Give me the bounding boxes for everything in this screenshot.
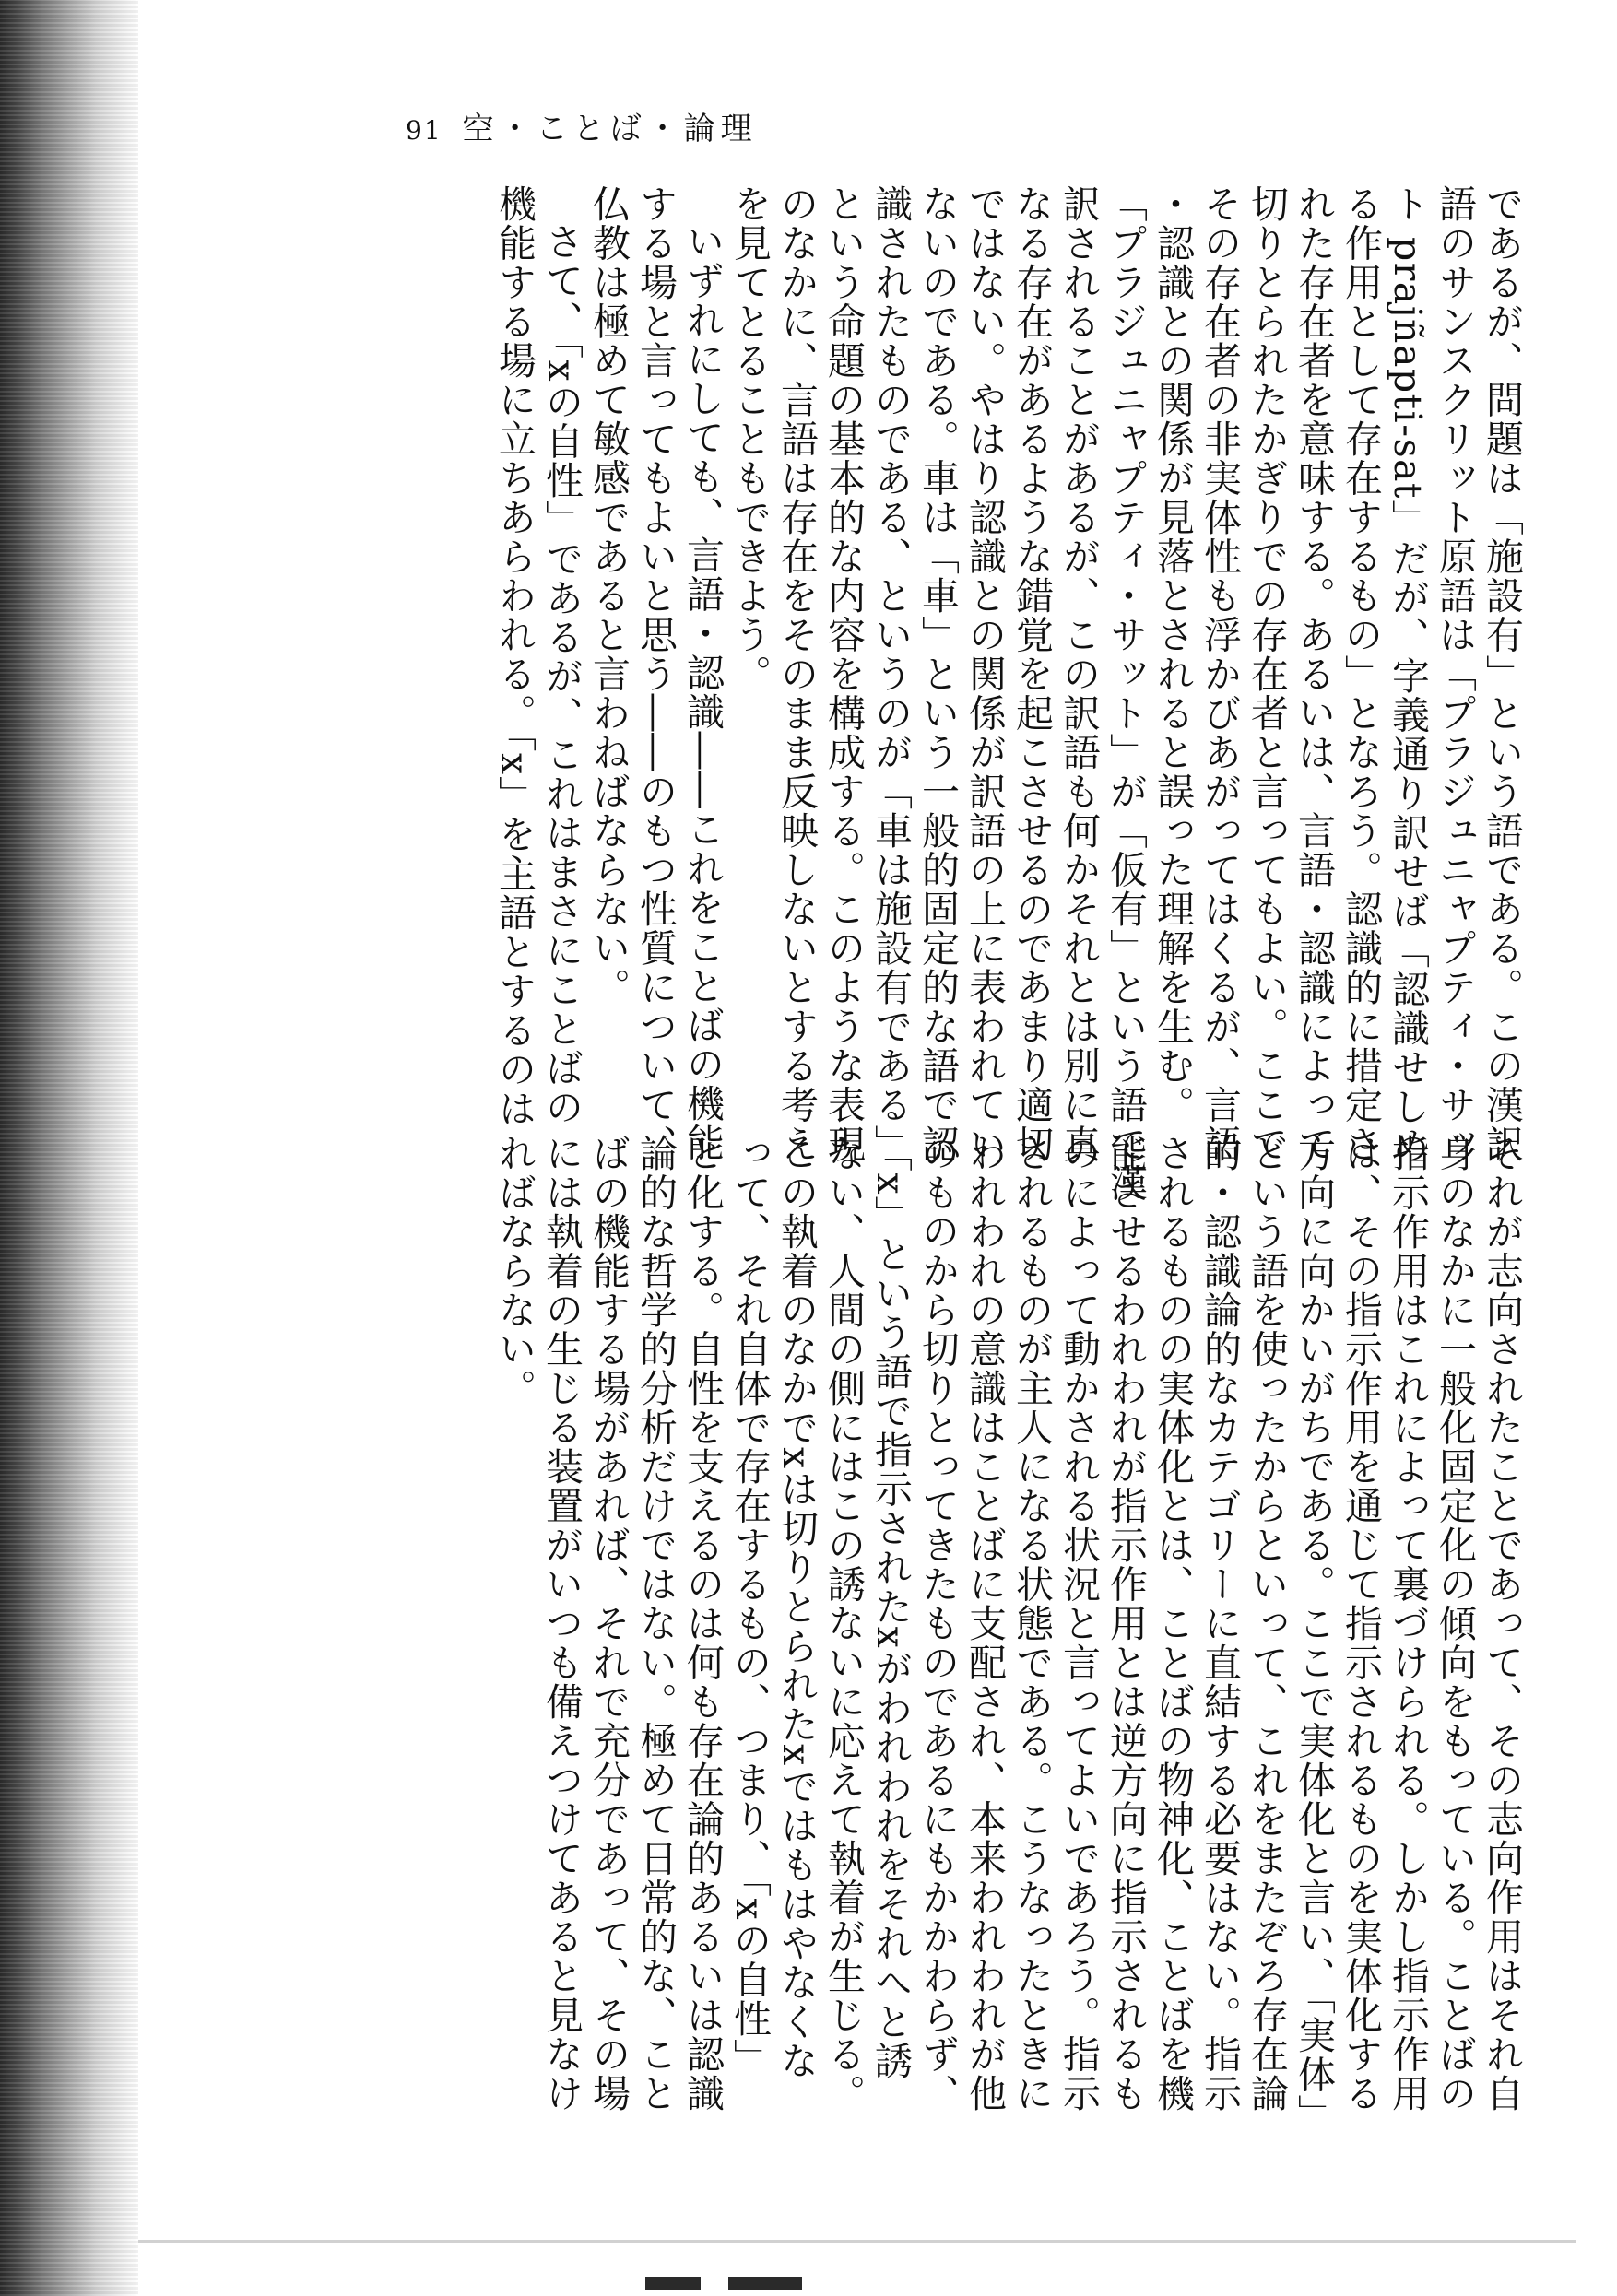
text-column: のなかに、言語は存在をそのまま反映しないとする考え [774,184,819,1164]
text-column: 識されたものである、というのが「車は施設有である」 [868,184,913,1164]
text-column: 語のサンスクリット原語は「プラジュニャプティ・サッ [1433,184,1477,1164]
text-column: ればならない。 [492,1134,537,1408]
scan-edge-mark [728,2277,802,2290]
text-block-upper [490,184,1525,1203]
text-column: この執着のなかでxは切りとられたxではもはやなくな [774,1134,819,2080]
text-column: であるが、問題は「施設有」という語である。この漢訳 [1480,184,1524,1164]
text-column: 「プラジュニャプティ・サット」が「仮有」という語で漢 [1104,184,1148,1203]
text-column: ト prajñapti-sat」だが、字義通り訳せば「認識せしめ [1386,184,1430,1166]
text-column: する場と言ってもよいと思う――のもつ性質について、 [633,184,678,1164]
text-column: 能させるわれわれが指示作用とは逆方向に指示されるも [1104,1134,1148,2113]
chapter-title: 空・ことば・論理 [462,111,758,147]
text-column: のによって動かされる状況と言ってよいであろう。指示 [1056,1134,1101,2113]
text-column: それが志向されたことであって、その志向作用はそれ自 [1480,1134,1524,2113]
text-column: 身のなかに一般化固定化の傾向をもっている。ことばの [1433,1134,1477,2113]
text-column: には執着の生じる装置がいつも備えつけてあると見なけ [539,1134,584,2113]
text-column: と化する。自性を支えるのは何も存在論的あるいは認識 [680,1134,725,2113]
text-column: されるものが主人になる状態である。こうなったときに [1009,1134,1054,2113]
text-column: 機能する場に立ちあらわれる。「x」を主語とするのは [492,184,537,1129]
text-column: 切りとられたかぎりでの存在者と言ってもよい。ここで [1245,184,1289,1164]
text-column: を見てとることもできよう。 [727,184,772,694]
text-block-lower [490,1134,1525,2134]
text-column: さて、「xの自性」であるが、これはまさにことばの [539,222,584,1127]
text-column: 方向に向かいがちである。ここで実体化と言い、「実体」 [1292,1134,1336,2134]
text-column: は、その指示作用を通じて指示されるものを実体化する [1339,1134,1383,2113]
text-column: のものから切りとってきたものであるにもかかわらず、 [915,1134,960,2113]
text-column: という語を使ったからといって、これをまたぞろ存在論 [1245,1134,1289,2113]
scan-binding-shadow [0,0,138,2296]
text-column: ではない。やはり認識との関係が訳語の上に表われてい [962,184,1007,1164]
running-header [406,103,758,148]
text-column: ・認識との関係が見落とされると誤った理解を生む。 [1151,184,1195,1124]
text-column: 指示作用はこれによって裏づけられる。しかし指示作用 [1386,1134,1430,2113]
text-column: なる存在があるような錯覚を起こさせるのであまり適切 [1009,184,1054,1164]
text-column: 的・認識論的なカテゴリーに直結する必要はない。指示 [1198,1134,1242,2113]
text-column: れた存在者を意味する。あるいは、言語・認識によって [1292,184,1336,1164]
text-column: いずれにしても、言語・認識――これをことばの機能 [680,222,725,1162]
scan-edge-line [138,2240,1576,2243]
scan-edge-mark [645,2277,701,2290]
text-column: その存在者の非実体性も浮かびあがってはくるが、言語 [1198,184,1242,1164]
text-column: われわれの意識はことばに支配され、本来われわれが他 [962,1134,1007,2113]
text-column: ばの機能する場があれば、それで充分であって、その場 [586,1134,631,2113]
page-number: 91 [406,115,443,146]
text-column: 「x」という語で指示されたxがわれわれをそれへと誘 [868,1134,913,2080]
text-column: ないのである。車は「車」という一般的固定的な語で認 [915,184,960,1164]
text-column: 論的な哲学的分析だけではない。極めて日常的な、こと [633,1134,678,2113]
text-column: 訳されることがあるが、この訳語も何かそれとは別に真 [1056,184,1101,1164]
text-column: されるものの実体化とは、ことばの物神化、ことばを機 [1151,1134,1195,2113]
text-column: 仏教は極めて敏感であると言わねばならない。 [586,184,631,1007]
text-column: という命題の基本的な内容を構成する。このような表現 [821,184,866,1164]
text-column: ない、人間の側にはこの誘ないに応えて執着が生じる。 [821,1134,866,2113]
text-column: って、それ自体で存在するもの、つまり、「xの自性」 [727,1134,772,2078]
text-column: る作用として存在するもの」となろう。認識的に措定さ [1339,184,1383,1164]
